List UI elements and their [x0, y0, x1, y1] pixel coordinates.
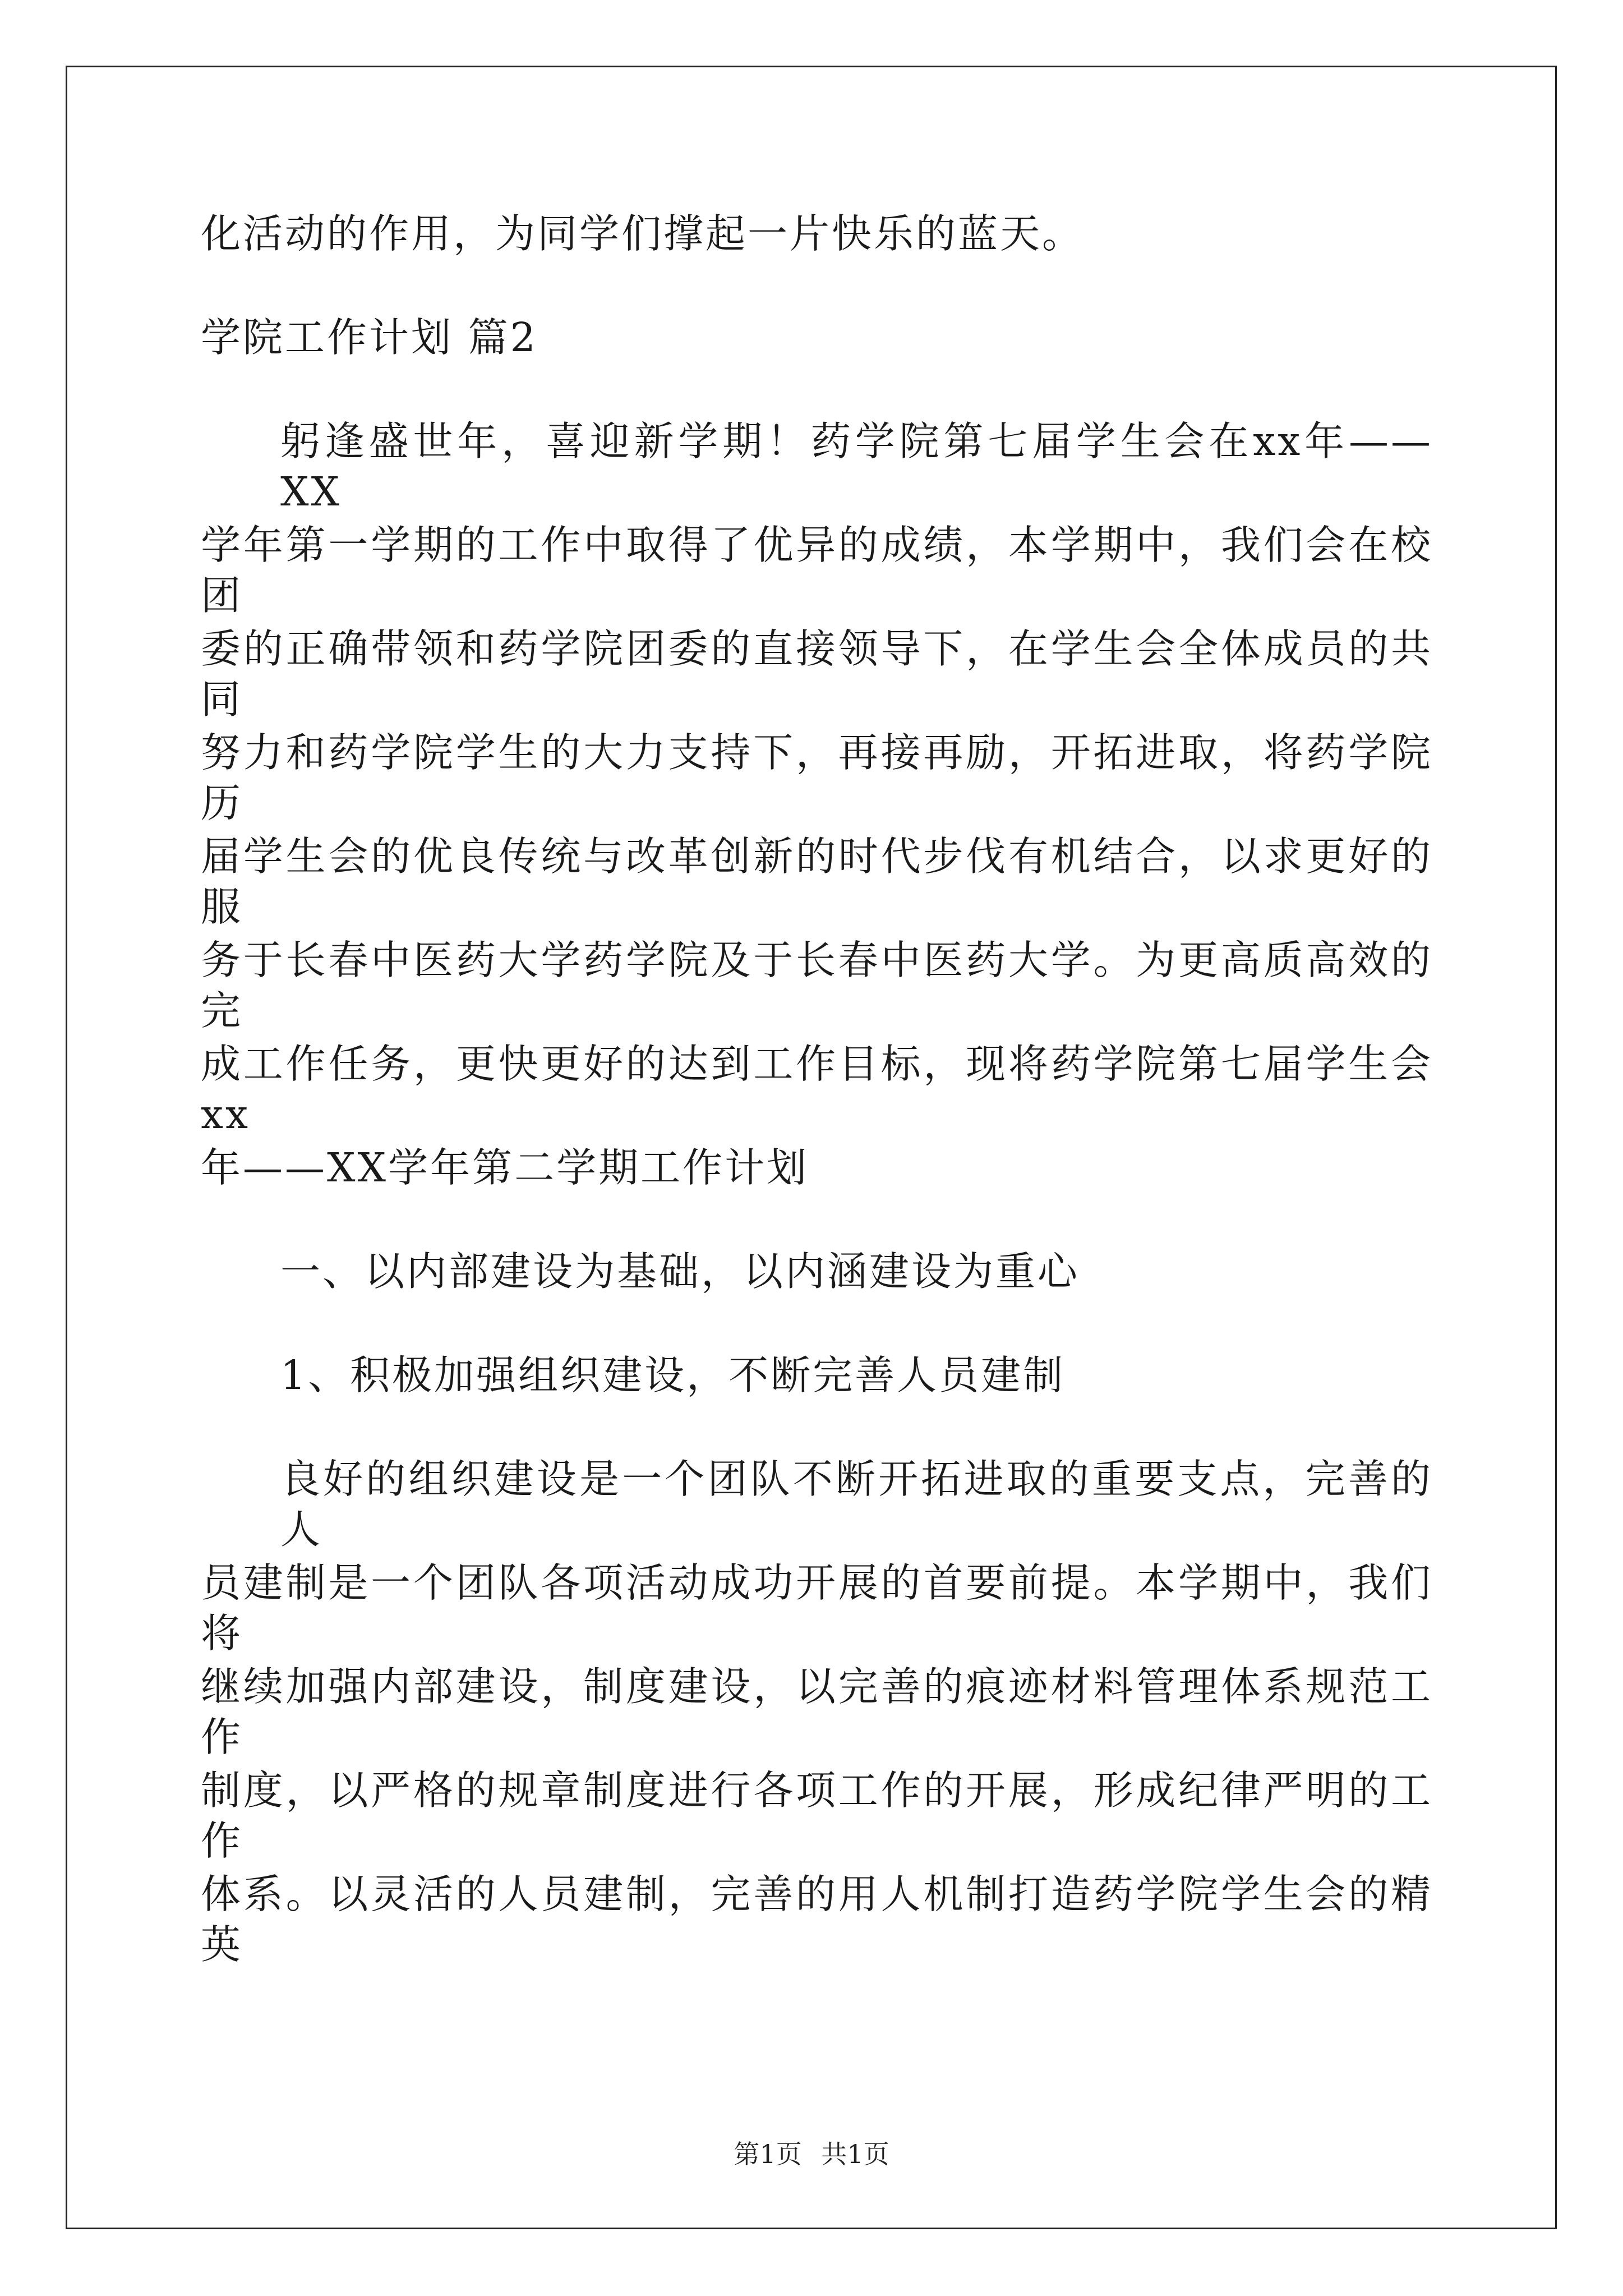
section-heading: 学院工作计划 篇2: [201, 314, 538, 361]
page-footer: [0, 2137, 1623, 2171]
paragraph-line: 继续加强内部建设，制度建设，以完善的痕迹材料管理体系规范工作: [201, 1663, 1433, 1760]
page-total: 共1页: [821, 2139, 889, 2169]
page-number: 第1页: [734, 2139, 802, 2169]
paragraph-line: 务于长春中医药大学药学院及于长春中医药大学。为更高质高效的完: [201, 937, 1433, 1034]
paragraph-line: 制度，以严格的规章制度进行各项工作的开展，形成纪律严明的工作: [201, 1767, 1433, 1864]
paragraph-line: 努力和药学院学生的大力支持下，再接再励，开拓进取，将药学院历: [201, 729, 1433, 826]
paragraph-line: 届学生会的优良传统与改革创新的时代步伐有机结合，以求更好的服: [201, 833, 1433, 930]
paragraph-line: 员建制是一个团队各项活动成功开展的首要前提。本学期中，我们将: [201, 1559, 1433, 1657]
paragraph-line: 躬逢盛世年，喜迎新学期！药学院第七届学生会在xx年——XX: [280, 418, 1433, 515]
paragraph-line: 委的正确带领和药学院团委的直接领导下，在学生会全体成员的共同: [201, 625, 1433, 723]
paragraph-line: 化活动的作用，为同学们撑起一片快乐的蓝天。: [201, 210, 1085, 257]
subheading: 1、积极加强组织建设，不断完善人员建制: [280, 1352, 1066, 1398]
paragraph-line: 成工作任务，更快更好的达到工作目标，现将药学院第七届学生会xx: [201, 1041, 1433, 1138]
paragraph-line: 年——XX学年第二学期工作计划: [201, 1144, 809, 1191]
paragraph-line: 学年第一学期的工作中取得了优异的成绩，本学期中，我们会在校团: [201, 522, 1433, 619]
paragraph-line: 体系。以灵活的人员建制，完善的用人机制打造药学院学生会的精英: [201, 1871, 1433, 1968]
paragraph-line: 良好的组织建设是一个团队不断开拓进取的重要支点，完善的人: [280, 1456, 1433, 1553]
subheading: 一、以内部建设为基础，以内涵建设为重心: [280, 1248, 1080, 1295]
